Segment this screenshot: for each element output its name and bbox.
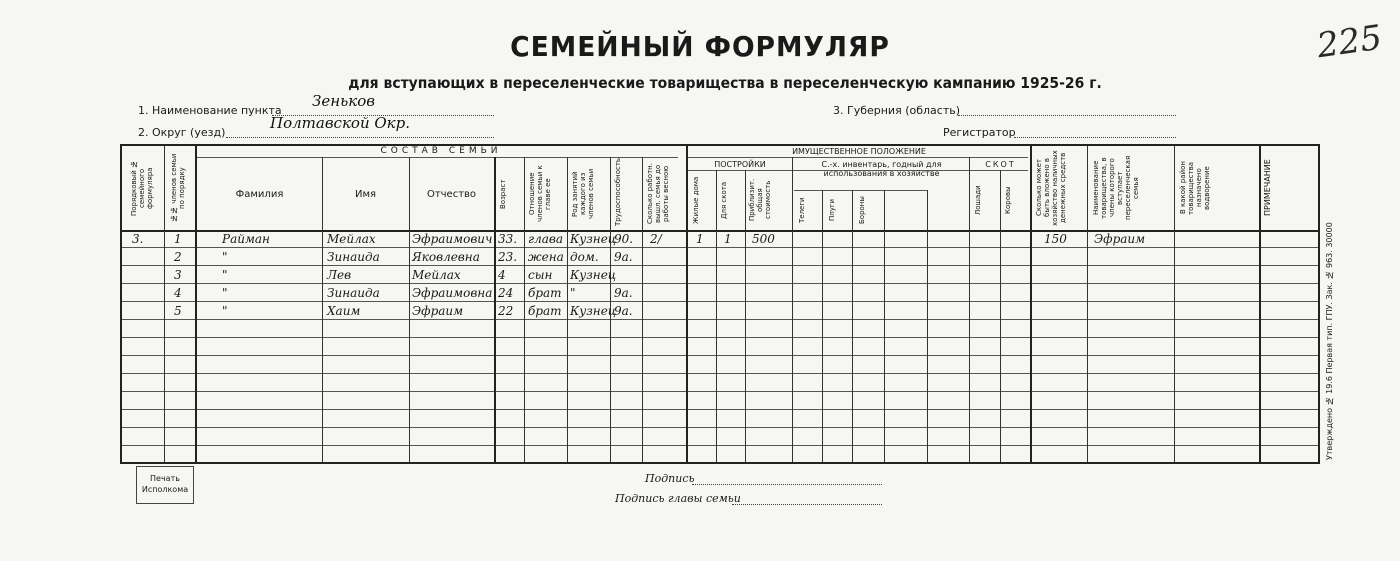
cell-skot: 1 [724,232,732,246]
cell-rod: Кузнец [570,304,617,318]
hdr-postroyki: ПОСТРОЙКИ [714,160,766,169]
cell-imya: Зинаида [327,250,380,264]
cell-trud: 9а. [614,250,633,264]
cell-stoim: 500 [752,232,775,246]
hdr-inventar: С.-х. инвентарь, годный для использования в хозяйстве [821,160,942,178]
cell-familia: Райман [222,232,270,246]
hdr-plugi: Плуги [828,198,836,222]
hdr-poryadkovy: Порядковый № семейного формуляра [130,160,154,216]
col-line [1174,146,1175,462]
inventar-line [794,190,928,191]
hdr-familia: Фамилия [235,189,284,200]
col-line [969,157,970,462]
hdr-borony: Бороны [858,196,866,224]
cell-familia: " [222,304,228,318]
cell-vozr: 22 [498,304,514,318]
hdr-naimenovanie-tov: Наименование товарищества, в члены которого вступает переселенческая семья [1092,155,1140,221]
cell-n: 5 [174,304,182,318]
podpis-glavy-line [732,504,882,505]
cell-imya: Лев [327,268,352,282]
cell-vozr: 33. [498,232,518,246]
col-line [852,190,853,462]
cell-vozr: 24 [498,286,514,300]
cell-imya: Хаим [327,304,361,318]
col-line [1000,170,1001,462]
cell-n: 2 [174,250,182,264]
cell-otch: Эфраимовна [412,286,493,300]
cell-trud: 9а. [614,286,633,300]
col-line [1259,146,1261,462]
col-line [1087,146,1088,462]
hdr-dlya-skota: Для скота [720,181,728,219]
col-line [567,157,568,462]
row-line [122,427,1318,428]
registrator-line [1014,137,1176,138]
hdr-skolko-rabotn: Сколько работн. вышл. семья до работы весною [646,163,670,225]
cell-rod: Кузнец [570,232,617,246]
hdr-loshadi: Лошади [974,185,982,215]
col-line [822,190,823,462]
cell-otch: Яковлевна [412,250,480,264]
cell-n: 1 [174,232,182,246]
okrug-label: 2. Округ (уезд) [138,126,226,139]
col-line [716,170,717,462]
cell-n: 4 [174,286,182,300]
col-line [927,190,928,462]
cell-familia: " [222,286,228,300]
gubernia-label: 3. Губерния (область) [833,104,961,117]
cell-vozr: 23. [498,250,518,264]
hdr-imushchestvo: ИМУЩЕСТВЕННОЕ ПОЛОЖЕНИЕ [792,147,926,156]
col-line [1030,146,1032,462]
row-line [122,247,1318,248]
hdr-zhilye-doma: Жилые дома [692,176,700,224]
podpis-glavy-label: Подпись главы семьи [615,492,741,505]
col-line [792,157,793,462]
form-title: СЕМЕЙНЫЙ ФОРМУЛЯР [510,30,890,63]
row-line [122,265,1318,266]
row-line [122,445,1318,446]
podpis-line [692,484,882,485]
cell-otn: глава [528,232,563,246]
hdr-skot: СКОТ [985,160,1016,169]
hdr-primechanie: ПРИМЕЧАНИЕ [1263,159,1272,217]
row-line [122,409,1318,410]
cell-otn: брат [528,286,562,300]
row-line [122,337,1318,338]
col-line [524,157,525,462]
hdr-vozrast: Возраст [499,179,507,209]
side-note: Утверждено № 19.6 Первая тип. ГПУ. Зак. № 963. 30000 [1325,222,1334,460]
punkt-label: 1. Наименование пункта [138,104,282,117]
cell-rab: 2/ [650,232,662,246]
cell-rod: дом. [570,250,599,264]
cell-otn: жена [528,250,564,264]
cell-vozr: 4 [498,268,506,282]
col-line [409,157,410,462]
row-line [122,319,1318,320]
col-line [322,157,323,462]
cell-otn: брат [528,304,562,318]
cell-dengi: 150 [1044,232,1067,246]
imushch-line [688,157,1028,158]
gubernia-line [958,115,1176,116]
stamp-label: Печать Исполкома [141,474,189,494]
hdr-nn: №№ членов семьи по порядку [170,153,186,223]
hdr-rayon: В какой район товарищества назначено водворение [1179,161,1211,215]
col-line [164,146,165,462]
hdr-priblizit: Приблизит. общая стоимость [748,178,772,222]
cell-otch: Эфраимович [412,232,493,246]
hdr-korovy: Коровы [1004,186,1012,214]
cell-imya: Зинаида [327,286,380,300]
cell-otch: Эфраим [412,304,464,318]
cell-trud: 9а. [614,304,633,318]
col-line [686,146,688,462]
cell-rod: Кузнец [570,268,617,282]
page-number: 225 [1314,17,1385,67]
registrator-label: Регистратор [943,126,1016,139]
cell-imya: Мейлах [327,232,376,246]
podpis-label: Подпись [645,472,695,485]
col-line [884,190,885,462]
punkt-value: Зеньков [312,92,375,110]
hdr-trudosposobnost: Трудоспособность [614,157,622,226]
row-line [122,355,1318,356]
hdr-imya: Имя [354,189,377,200]
hdr-otnoshenie: Отношение членов семьи к главе ее [528,165,552,223]
hdr-skolko-mozhet: Сколько может быть вложено в хозяйство наличных денежных средств [1035,150,1067,226]
hdr-otchestvo: Отчество [426,189,477,200]
col-line [745,170,746,462]
form-subtitle: для вступающих в переселенческие товарищества в переселенческую кампанию 1925-26 г. [348,74,1102,92]
row-line [122,373,1318,374]
cell-doma: 1 [696,232,704,246]
cell-n: 3 [174,268,182,282]
cell-otch: Мейлах [412,268,461,282]
cell-fnum: 3. [132,232,144,246]
cell-familia: " [222,250,228,264]
okrug-value: Полтавской Окр. [270,114,411,132]
hdr-rod-zanyatiy: Род занятий каждого из членов семьи [571,168,595,220]
hdr-telegi: Телеги [798,197,806,223]
row-line [122,301,1318,302]
col-line [494,157,496,462]
okrug-line [226,137,494,138]
stamp-box [136,466,194,504]
family-table [120,144,1320,464]
cell-trud: 90. [614,232,634,246]
col-line [642,157,643,462]
hdr-sostav: СОСТАВ СЕМЬИ [380,146,502,156]
cell-otn: сын [528,268,553,282]
row-line [122,283,1318,284]
cell-familia: " [222,268,228,282]
cell-rod: " [570,286,576,300]
cell-tov: Эфраим [1094,232,1146,246]
row-line [122,391,1318,392]
sostav-line [197,157,678,158]
